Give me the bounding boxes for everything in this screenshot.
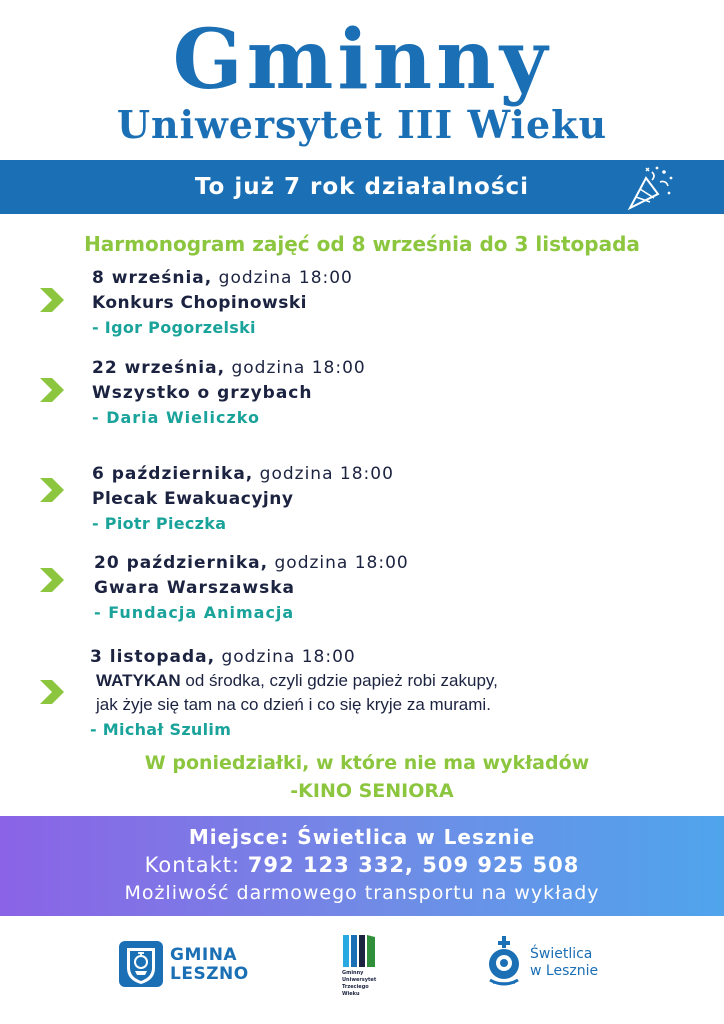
utw-logo-line2: Uniwersytet xyxy=(342,977,377,983)
coat-of-arms-icon xyxy=(118,940,164,988)
event-datetime xyxy=(92,356,366,380)
swietlica-logo xyxy=(484,934,614,994)
gmina-leszno-logo xyxy=(118,940,248,988)
schedule-heading: Harmonogram zajęć od 8 września do 3 listopada xyxy=(84,232,640,256)
utw-logo-line4: Wieku xyxy=(342,991,360,997)
utw-logo xyxy=(338,934,398,1004)
anniversary-banner xyxy=(0,160,724,214)
event-time: godzina 18:00 xyxy=(253,464,394,484)
contact-numbers: 792 123 332, 509 925 508 xyxy=(247,853,580,877)
event-datetime xyxy=(92,266,353,290)
gmina-logo-line2: LESZNO xyxy=(170,964,249,984)
party-popper-icon xyxy=(624,164,678,212)
contact-info xyxy=(0,851,724,879)
event-date: 6 października, xyxy=(92,464,254,484)
chevron-right-icon xyxy=(38,286,66,314)
page-title: Gminny xyxy=(172,12,552,108)
chevron-right-icon xyxy=(38,566,66,594)
utw-logo-line1: Gminny xyxy=(342,970,364,976)
event-title: Wszystko o grzybach xyxy=(92,383,313,403)
transport-info: Możliwość darmowego transportu na wykłady xyxy=(124,882,600,904)
event-speaker: - Igor Pogorzelski xyxy=(92,318,256,337)
event-speaker: - Daria Wieliczko xyxy=(92,408,260,427)
chevron-right-icon xyxy=(38,376,66,404)
event-title: Konkurs Chopinowski xyxy=(92,293,307,313)
event-title: Plecak Ewakuacyjny xyxy=(92,489,294,509)
event-description-line-2: jak żyje się tam na co dzień i co się kryje za murami. xyxy=(96,695,491,714)
swietlica-logo-line2: w Lesznie xyxy=(530,963,599,979)
contact-label: Kontakt: xyxy=(144,853,248,877)
event-description: od środka, czyli gdzie papież robi zakupy, xyxy=(180,671,498,690)
chevron-right-icon xyxy=(38,678,66,706)
event-datetime xyxy=(90,645,356,669)
cinema-notice: W poniedziałki, w które nie ma wykładów xyxy=(144,752,590,774)
event-time: godzina 18:00 xyxy=(268,553,409,573)
event-time: godzina 18:00 xyxy=(212,268,353,288)
event-speaker: - Fundacja Animacja xyxy=(94,603,295,622)
info-band xyxy=(0,816,724,916)
event-time: godzina 18:00 xyxy=(215,647,356,667)
event-date: 20 października, xyxy=(94,553,269,573)
event-title: Gwara Warszawska xyxy=(94,578,295,598)
swietlica-logo-line1: Świetlica xyxy=(530,946,593,962)
place-info: Miejsce: Świetlica w Lesznie xyxy=(188,825,536,849)
event-title: WATYKAN xyxy=(96,671,181,690)
page-subtitle: Uniwersytet III Wieku xyxy=(116,102,608,147)
cinema-title: -KINO SENIORA xyxy=(290,780,454,802)
event-date: 22 września, xyxy=(92,358,226,378)
event-time: godzina 18:00 xyxy=(225,358,366,378)
event-date: 3 listopada, xyxy=(90,647,216,667)
books-icon xyxy=(342,934,376,968)
event-description-line-1 xyxy=(96,670,498,692)
chevron-right-icon xyxy=(38,476,66,504)
event-date: 8 września, xyxy=(92,268,213,288)
utw-logo-line3: Trzeciego xyxy=(342,984,369,990)
anniversary-text: To już 7 rok działalności xyxy=(194,174,530,200)
event-speaker: - Piotr Pieczka xyxy=(92,514,227,533)
event-datetime xyxy=(92,462,394,486)
event-datetime xyxy=(94,551,409,575)
event-speaker: - Michał Szulim xyxy=(90,720,232,739)
gmina-logo-line1: GMINA xyxy=(170,945,238,965)
emblem-icon xyxy=(484,934,524,988)
